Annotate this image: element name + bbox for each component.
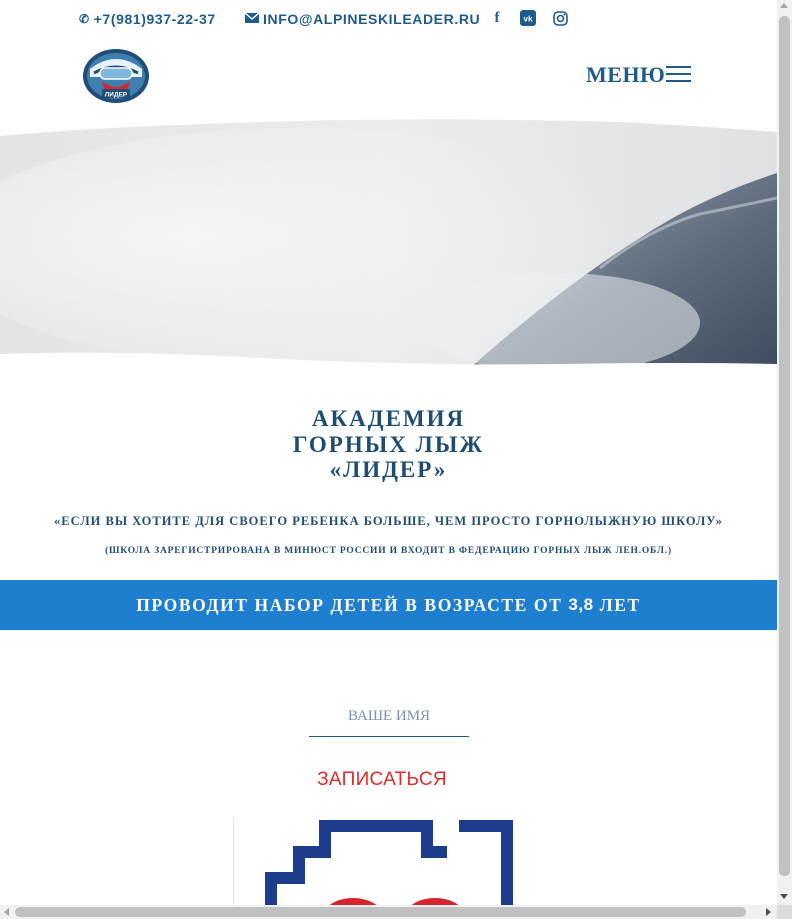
enrollment-banner bbox=[0, 580, 777, 630]
top-bar bbox=[0, 0, 777, 38]
email-text: INFO@ALPINESKILEADER.RU bbox=[263, 11, 481, 27]
envelope-icon bbox=[245, 12, 259, 26]
instagram-icon[interactable] bbox=[551, 9, 569, 27]
vertical-scroll-thumb[interactable] bbox=[779, 16, 790, 876]
email-link[interactable] bbox=[245, 11, 480, 27]
vertical-scrollbar[interactable] bbox=[777, 0, 792, 905]
hamburger-icon[interactable] bbox=[666, 66, 691, 84]
scroll-left-arrow-icon[interactable] bbox=[4, 908, 9, 916]
title-line-3: «ЛИДЕР» bbox=[329, 457, 448, 482]
banner-suffix: ЛЕТ bbox=[599, 594, 641, 615]
facebook-icon[interactable]: f bbox=[494, 9, 500, 26]
title-line-2: ГОРНЫХ ЛЫЖ bbox=[292, 431, 485, 457]
scroll-up-arrow-icon[interactable] bbox=[780, 3, 788, 8]
scrollbar-corner bbox=[777, 905, 792, 919]
phone-text: +7(981)937-22-37 bbox=[93, 11, 216, 27]
federation-emblem bbox=[265, 820, 515, 905]
horizontal-scroll-thumb[interactable] bbox=[15, 907, 746, 917]
signup-button[interactable]: ЗАПИСАТЬСЯ bbox=[290, 766, 474, 794]
horizontal-scrollbar[interactable] bbox=[0, 905, 777, 919]
banner-prefix: ПРОВОДИТ НАБОР ДЕТЕЙ В ВОЗРАСТЕ ОТ bbox=[136, 594, 563, 615]
banner-age: 3,8 bbox=[568, 595, 594, 614]
menu-label[interactable]: МЕНЮ bbox=[586, 62, 666, 87]
phone-link[interactable] bbox=[79, 11, 216, 27]
tagline: «ЕСЛИ ВЫ ХОТИТЕ ДЛЯ СВОЕГО РЕБЕНКА БОЛЬШЕ, ЧЕМ ПРОСТО ГОРНОЛЫЖНУЮ ШКОЛУ» bbox=[54, 514, 723, 528]
svg-text:vk: vk bbox=[523, 14, 533, 24]
site-logo[interactable] bbox=[80, 45, 152, 105]
vk-icon[interactable] bbox=[519, 9, 537, 27]
page-title bbox=[0, 406, 777, 483]
title-line-1: АКАДЕМИЯ bbox=[311, 406, 466, 431]
name-input[interactable] bbox=[309, 696, 469, 737]
registration-note: (ШКОЛА ЗАРЕГИСТРИРОВАНА В МИНЮСТ РОССИИ И ВХОДИТ В ФЕДЕРАЦИЮ ГОРНЫХ ЛЫЖ ЛЕН.ОБЛ.) bbox=[105, 546, 672, 556]
scroll-right-arrow-icon[interactable] bbox=[766, 908, 771, 916]
divider bbox=[233, 817, 234, 905]
phone-icon: ✆ bbox=[79, 12, 90, 26]
scroll-down-arrow-icon[interactable] bbox=[780, 894, 788, 899]
hero-image bbox=[0, 118, 777, 376]
logo-text: ЛИДЕР bbox=[104, 91, 128, 99]
